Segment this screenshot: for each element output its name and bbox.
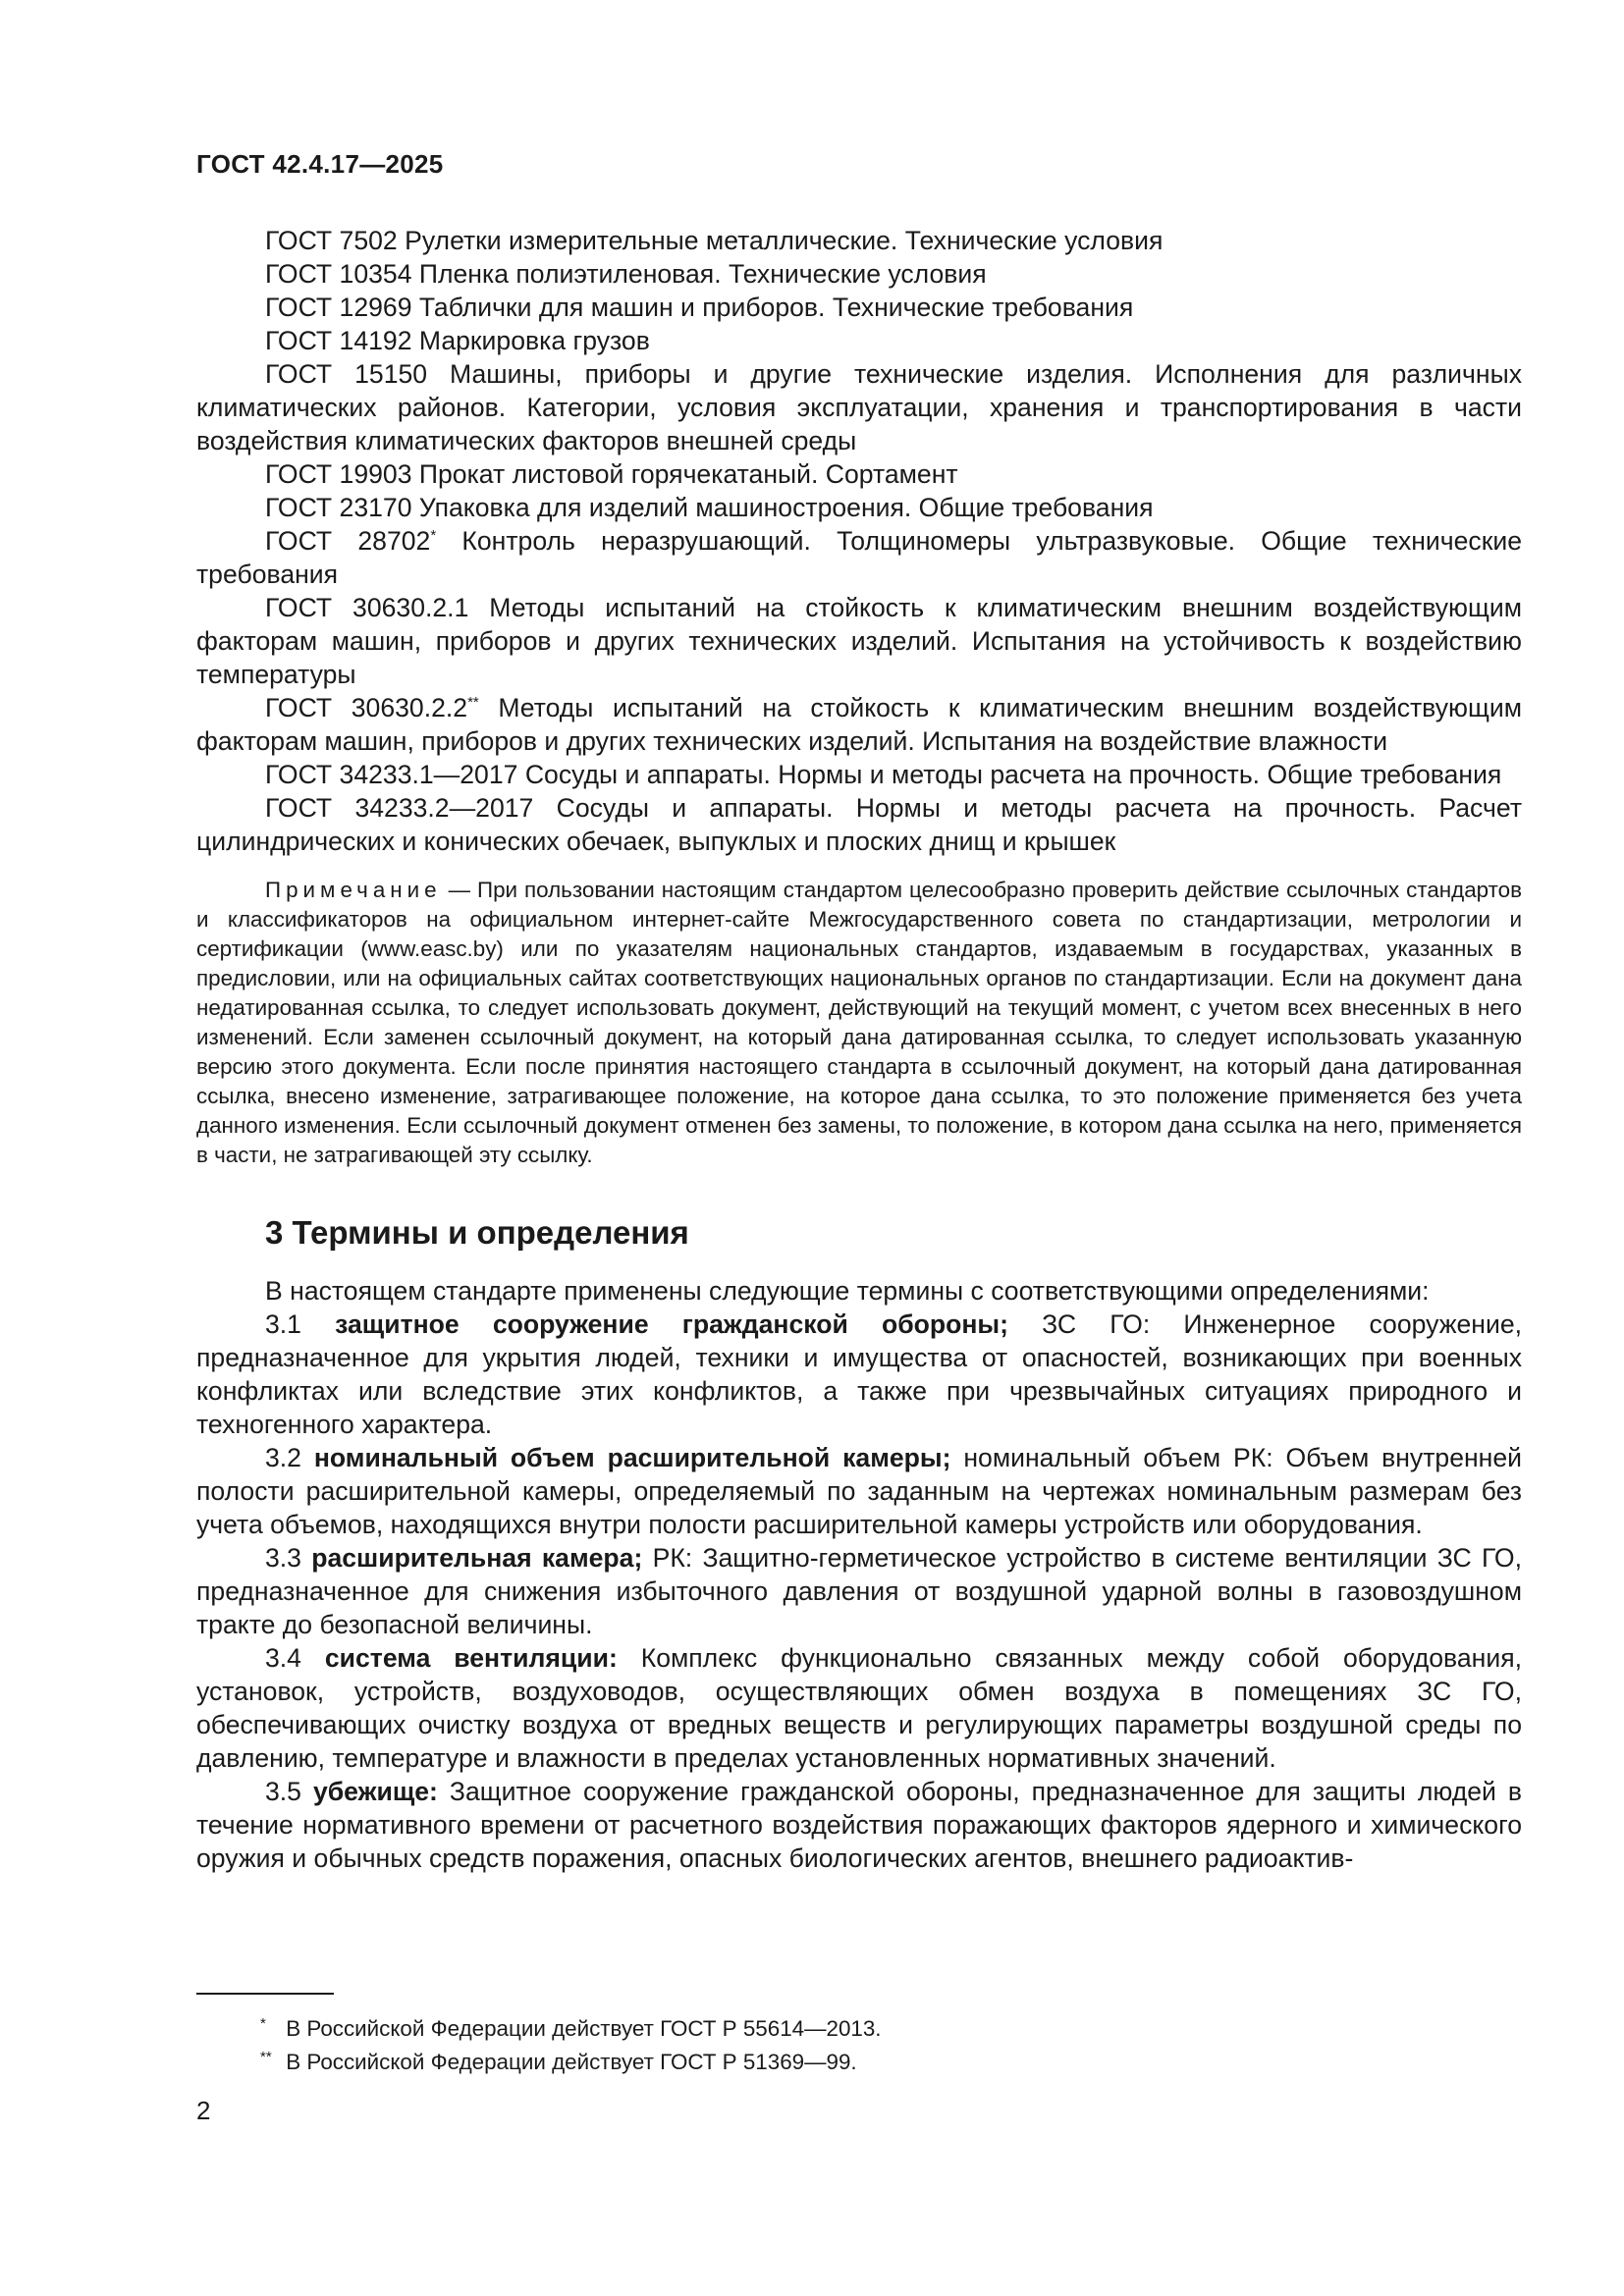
reference-code: ГОСТ 28702 <box>265 526 431 556</box>
reference-item: ГОСТ 7502 Рулетки измерительные металлические. Технические условия <box>265 226 1164 255</box>
term-number: 3.2 <box>265 1443 314 1472</box>
page-number: 2 <box>196 2096 211 2125</box>
term-name: система вентиляции: <box>324 1643 618 1673</box>
reference-title: Контроль неразрушающий. Толщиномеры ультразвуковые. Общие технические требования <box>196 526 1523 589</box>
reference-item: ГОСТ 14192 Маркировка грузов <box>265 326 650 355</box>
footnote: * В Российской Федерации действует ГОСТ Р 55614—2013. <box>260 2014 882 2041</box>
section-heading: 3 Термины и определения <box>265 1214 689 1251</box>
note-paragraph <box>196 876 1522 1170</box>
term-definition <box>196 1775 1522 1875</box>
term-name: защитное сооружение гражданской обороны; <box>335 1309 1008 1339</box>
reference-item <box>196 691 1522 758</box>
term-number: 3.3 <box>265 1543 312 1573</box>
reference-code: ГОСТ 30630.2.2 <box>265 693 468 722</box>
term-text: РК: Защитно-герметическое устройство в системе вентиляции ЗС ГО, предназначенное для снижения избыточного давления от воздушной ударной волны в газовоздушном тракте до безопасной величины. <box>196 1543 1522 1639</box>
reference-item: ГОСТ 30630.2.1 Методы испытаний на стойкость к климатическим внешним воздействующим факторам машин, приборов и других технических изделий. Испытания на устойчивость к воздействию температуры <box>196 593 1522 689</box>
reference-item: ГОСТ 12969 Таблички для машин и приборов. Технические требования <box>265 293 1134 322</box>
footnote-divider <box>196 1993 334 1995</box>
footnote-marker: ** <box>467 694 479 712</box>
footnote-text: В Российской Федерации действует ГОСТ Р 51369—99. <box>280 2050 857 2074</box>
page-content <box>196 224 1522 1875</box>
footnote: ** В Российской Федерации действует ГОСТ Р 51369—99. <box>260 2048 857 2074</box>
reference-item: ГОСТ 19903 Прокат листовой горячекатаный. Сортамент <box>265 459 958 489</box>
term-name: номинальный объем расширительной камеры; <box>313 1443 951 1472</box>
term-name: убежище: <box>312 1777 438 1806</box>
reference-item: ГОСТ 34233.1—2017 Сосуды и аппараты. Нормы и методы расчета на прочность. Общие требования <box>265 760 1502 789</box>
reference-item: ГОСТ 23170 Упаковка для изделий машиностроения. Общие требования <box>265 493 1154 522</box>
document-header: ГОСТ 42.4.17—2025 <box>196 149 444 179</box>
footnotes <box>260 2012 1438 2079</box>
reference-item: ГОСТ 34233.2—2017 Сосуды и аппараты. Нормы и методы расчета на прочность. Расчет цилиндрических и конических обечаек, выпуклых и плоских днищ и крышек <box>196 793 1522 856</box>
note-text: — При пользовании настоящим стандартом целесообразно проверить действие ссылочных стандартов и классификаторов на официальном интернет-сайте Межгосударственного совета по стандартизации, метрологии и сертификации (www.easc.by) или по указателям национальных стандартов, издаваемым в государствах, указанных в предисловии, или на официальных сайтах соответствующих национальных органов по стандартизации. Если на документ дана недатированная ссылка, то следует использовать документ, действующий на текущий момент, с учетом всех внесенных в него изменений. Если заменен ссылочный документ, на который дана датированная ссылка, то следует использовать указанную версию этого документа. Если после принятия настоящего стандарта в ссылочный документ, на который дана датированная ссылка, внесено изменение, затрагивающее положение, на которое дана ссылка, то это положение применяется без учета данного изменения. Если ссылочный документ отменен без замены, то положение, в котором дана ссылка на него, применяется в части, не затрагивающей эту ссылку. <box>196 878 1522 1167</box>
term-definition <box>196 1441 1522 1541</box>
term-number: 3.4 <box>265 1643 325 1673</box>
term-definition <box>196 1641 1522 1775</box>
term-text: номинальный объем РК: Объем внутренней полости расширительной камеры, определяемый по заданным на чертежах номинальным размерам без учета объемов, находящихся внутри полости расширительной камеры устройств или оборудования. <box>196 1443 1523 1539</box>
term-text: ЗС ГО: Инженерное сооружение, предназначенное для укрытия людей, техники и имущества от опасностей, возникающих при военных конфликтах или вследствие этих конфликтов, а также при чрезвычайных ситуациях природного и техногенного характера. <box>196 1309 1523 1439</box>
reference-item: ГОСТ 10354 Пленка полиэтиленовая. Технические условия <box>265 259 987 289</box>
normative-references-list <box>196 224 1522 858</box>
term-definition <box>196 1541 1522 1641</box>
term-definition <box>196 1308 1522 1441</box>
reference-item <box>196 524 1522 591</box>
term-name: расширительная камера; <box>311 1543 643 1573</box>
term-number: 3.1 <box>265 1309 336 1339</box>
footnote-marker: * <box>430 527 437 545</box>
reference-item: ГОСТ 15150 Машины, приборы и другие технические изделия. Исполнения для различных климатических районов. Категории, условия эксплуатации, хранения и транспортирования в части воздействия климатических факторов внешней среды <box>196 359 1522 455</box>
note-label: Примечание <box>265 878 442 902</box>
term-number: 3.5 <box>265 1777 313 1806</box>
section-intro: В настоящем стандарте применены следующие термины с соответствующими определениями: <box>265 1276 1430 1306</box>
term-text: Защитное сооружение гражданской обороны, предназначенное для защиты людей в течение нормативного времени от расчетного воздействия поражающих факторов ядерного и химического оружия и обычных средств поражения, опасных биологических агентов, внешнего радиоактив- <box>196 1777 1522 1873</box>
reference-title: Методы испытаний на стойкость к климатическим внешним воздействующим факторам машин, приборов и других технических изделий. Испытания на воздействие влажности <box>196 693 1522 756</box>
footnote-text: В Российской Федерации действует ГОСТ Р 55614—2013. <box>280 2016 882 2041</box>
term-text: Комплекс функционально связанных между собой оборудования, установок, устройств, воздуховодов, осуществляющих обмен воздуха в помещениях ЗС ГО, обеспечивающих очистку воздуха от вредных веществ и регулирующих параметры воздушной среды по давлению, температуре и влажности в пределах установленных нормативных значений. <box>196 1643 1522 1773</box>
